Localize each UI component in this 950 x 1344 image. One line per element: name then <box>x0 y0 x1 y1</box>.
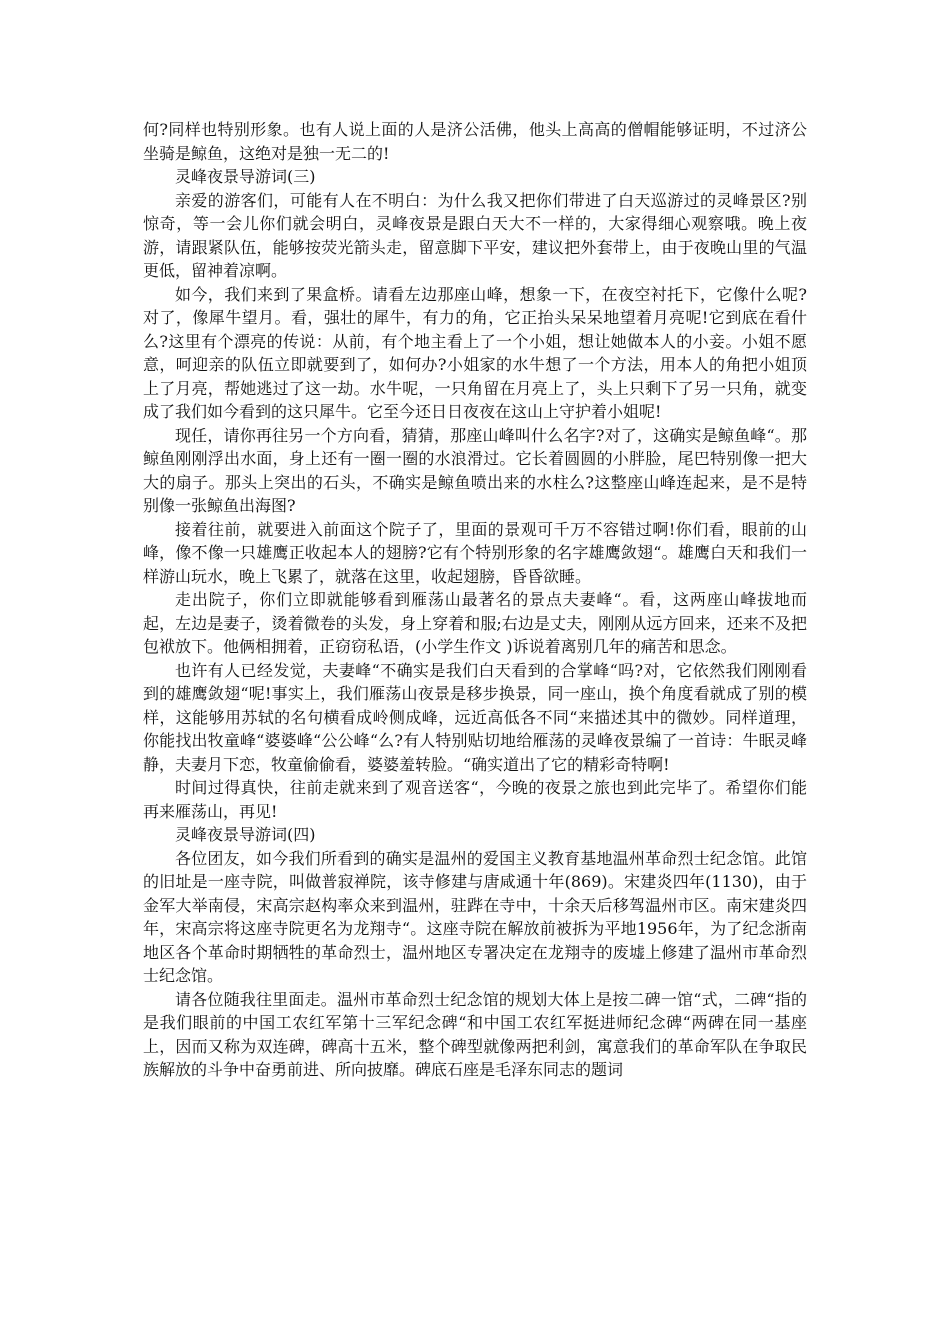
paragraph: 时间过得真快，往前走就来到了观音送客“，今晚的夜景之旅也到此完毕了。希望你们能再来雁荡山，再见! <box>143 778 807 821</box>
paragraph: 亲爱的游客们，可能有人在不明白：为什么我又把你们带进了白天巡游过的灵峰景区?别惊奇，等一会儿你们就会明白，灵峰夜景是跟白天大不一样的，大家得细心观察哦。晚上夜游，请跟紧队伍，能够按荧光箭头走，留意脚下平安，建议把外套带上，由于夜晚山里的气温更低，留神着凉啊。 <box>143 190 807 280</box>
paragraph: 各位团友，如今我们所看到的确实是温州的爱国主义教育基地温州革命烈士纪念馆。此馆的旧址是一座寺院，叫做普寂禅院，该寺修建与唐咸通十年(869)。宋建炎四年(1130)，由于金军大举南侵，宋高宗赵构率众来到温州，驻跸在寺中，十余天后移驾温州市区。南宋建炎四年，宋高宗将这座寺院更名为龙翔寺“。这座寺院在解放前被拆为平地1956年，为了纪念浙南地区各个革命时期牺牲的革命烈士，温州地区专署决定在龙翔寺的废墟上修建了温州市革命烈士纪念馆。 <box>143 848 807 985</box>
section-heading-3: 灵峰夜景导游词(三) <box>175 167 316 186</box>
paragraph: 如今，我们来到了果盒桥。请看左边那座山峰，想象一下，在夜空衬托下，它像什么呢?对了，像犀牛望月。看，强壮的犀牛，有力的角，它正抬头呆呆地望着月亮呢!它到底在看什么?这里有个漂亮的传说：从前，有个地主看上了一个小姐，想让她做本人的小妾。小姐不愿意，呵迎亲的队伍立即就要到了，如何办?小姐家的水牛想了一个方法，用本人的角把小姐顶上了月亮，帮她逃过了这一劫。水牛呢，一只角留在月亮上了，头上只剩下了另一只角，就变成了我们如今看到的这只犀牛。它至今还日日夜夜在这山上守护着小姐呢! <box>143 284 807 421</box>
document-page <box>143 118 807 1082</box>
section-heading-4: 灵峰夜景导游词(四) <box>175 825 316 844</box>
paragraph-continuation: 何?同样也特别形象。也有人说上面的人是济公活佛，他头上高高的僧帽能够证明，不过济公坐骑是鲸鱼，这绝对是独一无二的! <box>143 120 807 163</box>
paragraph: 接着往前，就要进入前面这个院子了，里面的景观可千万不容错过啊!你们看，眼前的山峰，像不像一只雄鹰正收起本人的翅膀?它有个特别形象的名字雄鹰敛翅“。雄鹰白天和我们一样游山玩水，晚上飞累了，就落在这里，收起翅膀，昏昏欲睡。 <box>143 519 807 586</box>
paragraph: 也许有人已经发觉，夫妻峰“不确实是我们白天看到的合掌峰“吗?对，它依然我们刚刚看到的雄鹰敛翅“呢!事实上，我们雁荡山夜景是移步换景，同一座山，换个角度看就成了别的模样，这能够用苏轼的名句横看成岭侧成峰，远近高低各不同“来描述其中的微妙。同样道理，你能找出牧童峰“婆婆峰“公公峰“么?有人特别贴切地给雁荡的灵峰夜景编了一首诗：牛眠灵峰静，夫妻月下恋，牧童偷偷看，婆婆羞转脸。“确实道出了它的精彩奇特啊! <box>143 660 807 774</box>
paragraph: 请各位随我往里面走。温州市革命烈士纪念馆的规划大体上是按二碑一馆“式，二碑“指的是我们眼前的中国工农红军第十三军纪念碑“和中国工农红军挺进师纪念碑“两碑在同一基座上，因而又称为双连碑，碑高十五米，整个碑型就像两把利剑，寓意我们的革命军队在争取民族解放的斗争中奋勇前进、所向披靡。碑底石座是毛泽东同志的题词 <box>143 989 807 1079</box>
paragraph: 现任，请你再往另一个方向看，猜猜，那座山峰叫什么名字?对了，这确实是鲸鱼峰“。那鲸鱼刚刚浮出水面，身上还有一圈一圈的水浪滑过。它长着圆圆的小胖脸，尾巴特别像一把大大的扇子。那头上突出的石头，不确实是鲸鱼喷出来的水柱么?这整座山峰连起来，是不是特别像一张鲸鱼出海图? <box>143 425 807 515</box>
paragraph: 走出院子，你们立即就能够看到雁荡山最著名的景点夫妻峰“。看，这两座山峰拔地而起，左边是妻子，烫着微卷的头发，身上穿着和服;右边是丈夫，刚刚从远方回来，还来不及把包袱放下。他俩相拥着，正窃窃私语，(小学生作文 )诉说着离别几年的痛苦和思念。 <box>143 590 807 656</box>
